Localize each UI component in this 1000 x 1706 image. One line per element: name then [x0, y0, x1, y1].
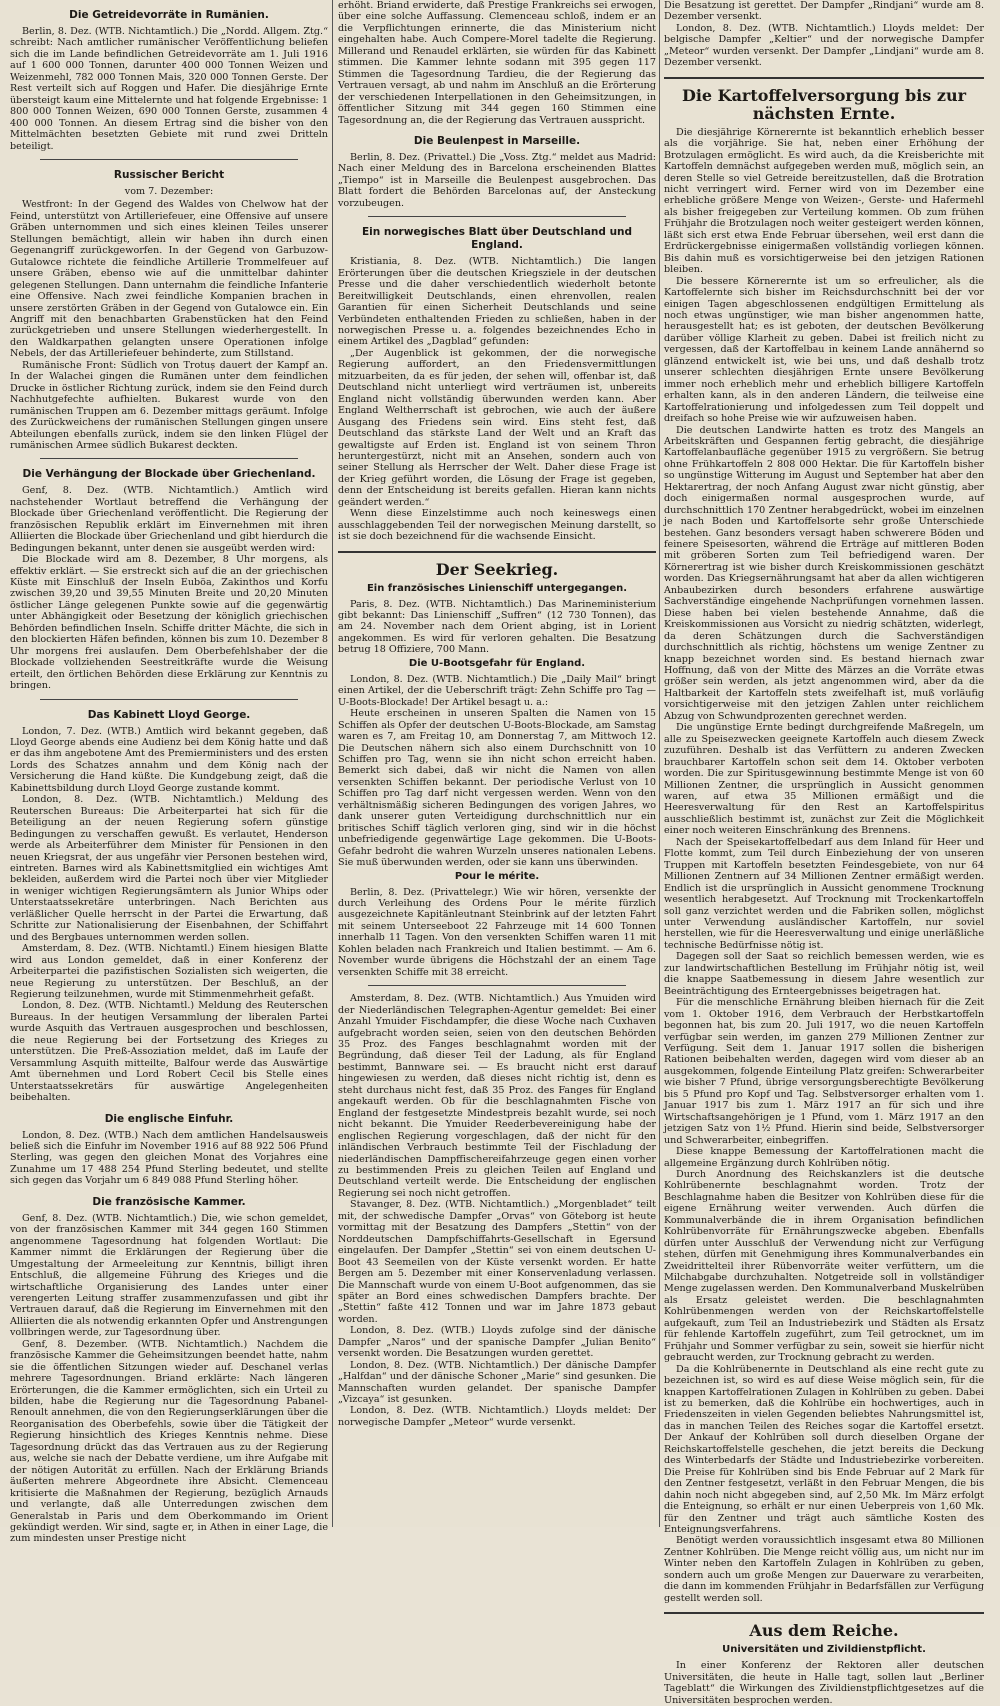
subheadline-linienschiff: Ein französisches Linienschiff untergegangen. — [366, 582, 628, 594]
headline-seekrieg: Der Seekrieg. — [435, 559, 559, 579]
article-paragraph: London, 7. Dez. (WTB.) Amtlich wird bekannt gegeben, daß Lloyd George abends eine Audienz bei dem König hatte und daß er das ihm angebotene Amt des Premierministers und des ersten Lords des Schatzes annahm und dem König nach der Versicherung die Hand küßte. Die Kundgebung zeigt, daß die Kabinettsbildung durch Lloyd George zustande kommt. — [10, 725, 328, 794]
article-paragraph: London, 8. Dez. (WTB. Nichtamtlich.) Die „Daily Mail“ bringt einen Artikel, der die Ueberschrift trägt: Zehn Schiffe pro Tag — U-Boots-Blockade! Der Artikel besagt u. a.: — [338, 673, 656, 708]
section-rule — [40, 458, 298, 459]
article-paragraph: London, 8. Dez. (WTB. Nichtamtl.) Meldung des Reuterschen Bureaus. In der heutigen Versammlung der liberalen Partei wurde Asquith das Vertrauen ausgesprochen und beschlossen, die neue Regierung bei der Fortsetzung des Krieges zu unterstützen. Die Preß-Assoziation meldet, daß im Laufe der Versammlung Asquith mitteilte, Balfour werde das Auswärtige Amt übernehmen und Lord Robert Cecil bis Stelle eines Unterstaatssekretärs für auswärtige Angelegenheiten beibehalten. — [10, 1000, 328, 1104]
article-paragraph: London, 8. Dez. (WTB. Nichtamtlich.) Meldung des Reuterschen Bureaus: Die Arbeiterpartei hat sich für die Beteiligung an der neuen Regierung sofern günstige Bedingungen zu verschaffen gewußt. Es verlautet, Henderson werde als Arbeiterführer dem Minister für Pensionen in den neuen Kriegsrat, der aus ungefähr vier Personen bestehen wird, eintreten. Barnes wird als Kabinettsmitglied ein wichtiges Amt bekleiden, außerdem wird die Partei noch über vier Mitglieder in weniger wichtigen Regierungsämtern als Junior Whips oder Unterstaatssekretäre unterbringen. Nach Berichten aus verläßlicher Quelle herrscht in der Partei die Erwartung, daß Schritte zur Nationalisierung der Eisenbahnen, der Schiffahrt und des Bergbaues unternommen werden sollen. — [10, 794, 328, 943]
column-3 — [664, 0, 984, 1706]
article-paragraph: Die ungünstige Ernte bedingt durchgreifende Maßregeln, um alle zu Speisezwecken geeignete Kartoffeln auch diesem Zweck zuzuführen. Deshalb ist das Verfüttern zu anderen Zwecken brauchbarer Kartoffeln schon seit dem 14. Oktober verboten worden. Die zur Spiritusgewinnung bestimmte Menge ist von 60 Millionen Zentner, die ursprünglich in Aussicht genommen waren, auf etwa 35 Millionen ermäßigt und die Heeresverwaltung für den Rest an Kartoffelspiritus ausschließlich bestimmt ist, zunächst zur Zeit die Möglichkeit einer noch weiteren Einschränkung des Brennens. — [664, 722, 984, 837]
article-paragraph: Diese knappe Bemessung der Kartoffelrationen macht die allgemeine Ergänzung durch Kohlrüben nötig. — [664, 1146, 984, 1169]
section-rule — [40, 159, 298, 160]
headline-beulenpest: Die Beulenpest in Marseille. — [413, 134, 581, 147]
article-paragraph: Kristiania, 8. Dez. (WTB. Nichtamtlich.) Die langen Erörterungen über die deutschen Kriegsziele in der deutschen Presse und die daher verschiedentlich wiederholt betonte Bereitwilligkeit Deutschlands, einen ehrenvollen, realen Garantien für einen Sicherheit Deutschlands und seine Verbündeten enthaltenden Frieden zu schließen, haben in der norwegischen Presse u. a. folgendes bezeichnendes Echo in einem Artikel des „Dagblad“ gefunden: — [338, 256, 656, 348]
column-1 — [10, 0, 328, 1545]
headline-kabinett-lloyd-george: Das Kabinett Lloyd George. — [87, 708, 251, 721]
article-paragraph: Berlin, 8. Dez. (Privattel.) Die „Voss. Ztg.“ meldet aus Madrid: Nach einer Meldung des in Barcelona erscheinenden Blattes „Tiempo“ ist in Marseille die Beulenpest ausgebrochen. Das Blatt fordert die Behörden Barcelonas auf, der Ansteckung vorzubeugen. — [338, 151, 656, 209]
article-paragraph: Stavanger, 8. Dez. (WTB. Nichtamtlich.) „Morgenbladet“ teilt mit, der schwedische Dampfer „Orvas“ von Göteborg ist heute vormittag mit der Besatzung des Dampfers „Stettin“ von der Norddeutschen Dampfschiffahrts-Gesellschaft in Egersund eingelaufen. Der Dampfer „Stettin“ sei von einem deutschen U-Boot 43 Seemeilen von der Küste versenkt worden. Er hatte Bergen am 5. Dezember mit einer Konservenladung verlassen. Die Mannschaft wurde von einem U-Boot aufgenommen, das sie später an Bord eines schwedischen Dampfers brachte. Der „Stettin“ faßte 412 Tonnen und war im Jahre 1873 gebaut worden. — [338, 1199, 656, 1325]
article-paragraph: Wenn diese Einzelstimme auch noch keineswegs einen ausschlaggebenden Teil der norwegischen Meinung darstellt, so ist sie doch bezeichnend für die wachsende Einsicht. — [338, 508, 656, 543]
section-rule — [664, 77, 984, 79]
article-paragraph: Genf, 8. Dezember. (WTB. Nichtamtlich.) Nachdem die französische Kammer die Geheimsitzungen beendet hatte, nahm sie die öffentlichen Sitzungen wieder auf. Deschanel verlas mehrere Tagesordnungen. Briand erklärte: Nach längeren Erörterungen, die die Kammer ermöglichten, sich ein Urteil zu bilden, habe die Regierung nur die Tagesordnung Pabanel-Renoult annehmen, die von den Regierungserklärungen über die Reorganisation des Oberbefehls, sowie über die Tätigkeit der Regierung hinsichtlich des Krieges Kenntnis nehme. Diese Tagesordnung drückt das das Vertrauen aus zu der Regierung aus, welche sie nach der Debatte verdiene, um ihre Aufgabe mit der nötigen Autorität zu erfüllen. Nach der Erklärung Briands äußerten mehrere Abgeordnete ihre Absicht. Clemenceau kritisierte die Maßnahmen der Regierung, bezüglich Arnauds und verlangte, daß alle Unterredungen zwischen dem Generalstab in Paris und dem Oberkommando im Orient gekündigt werden. Wir sind, sagte er, in Athen in einer Lage, die zum mindesten unser Prestige nicht — [10, 1338, 328, 1545]
article-paragraph: London, 8. Dez. (WTB. Nichtamtlich.) Der dänische Dampfer „Halfdan“ und der dänische Schoner „Marie“ sind gesunken. Die Mannschaften wurden gelandet. Der spanische Dampfer „Vizcaya“ ist gesunken. — [338, 1359, 656, 1406]
article-paragraph: London, 8. Dez. (WTB.) Nach dem amtlichen Handelsausweis beließ sich die Einfuhr im November 1916 auf 88 922 506 Pfund Sterling, was gegen den gleichen Monat des Vorjahres eine Zunahme um 17 488 254 Pfund Sterling bedeutet, und stellte sich gegen das Vorjahr um 6 849 088 Pfund Sterling höher. — [10, 1129, 328, 1187]
headline-blockade-griechenland: Die Verhängung der Blockade über Griechenland. — [22, 468, 316, 481]
article-paragraph: Rumänische Front: Südlich von Trotuș dauert der Kampf an. In der Walachei gingen die Rumänen unter dem feindlichen Drucke in östlicher Richtung zurück, indem sie den Feind durch Nachhutgefechte aufhielten. Bukarest wurde von den rumänischen Truppen am 6. Dezember mittags geräumt. Infolge des Zurückweichens der rumänischen Stellungen gingen unsere Abteilungen ebenfalls zurück, indem sie den linken Flügel der rumänischen Armee südlich Bukarest deckten. — [10, 359, 328, 451]
headline-russischer-bericht: Russischer Bericht — [113, 168, 225, 181]
article-paragraph: Berlin, 8. Dez. (Privattelegr.) Wie wir hören, versenkte der durch Verleihung des Ordens Pour le mérite fürzlich ausgezeichnete Kapitänleutnant Steinbrink auf der letzten Fahrt mit seinem Unterseeboot 22 Fahrzeuge mit 14 600 Tonnen innerhalb 11 Tagen. Von den versenkten Schiffen waren 11 mit Kohlen beladen nach Frankreich und Italien bestimmt. — Am 6. November wurde übrigens die Höchstzahl der an einem Tage versenkten Schiffe mit 38 erreicht. — [338, 886, 656, 978]
report-date: vom 7. Dezember: — [124, 185, 214, 197]
article-paragraph: In einer Konferenz der Rektoren aller deutschen Universitäten, die heute in Halle tagt, sollen laut „Berliner Tageblatt“ die Wirkungen des Zivildienstpflichtgesetzes auf die Universitäten besprochen werden. — [664, 1660, 984, 1706]
article-paragraph: Paris, 8. Dez. (WTB. Nichtamtlich.) Das Marineministerium gibt bekannt: Das Linienschiff „Suffren“ (12 730 Tonnen), das am 24. November nach dem Orient abging, ist in Lorient angekommen. Es wird für verloren gehalten. Die Besatzung betrug 18 Offiziere, 700 Mann. — [338, 598, 656, 656]
section-rule — [368, 985, 626, 986]
headline-norwegisches-blatt: Ein norwegisches Blatt über Deutschland und England. — [361, 226, 633, 252]
article-paragraph: erhöht. Briand erwiderte, daß Prestige Frankreichs sei erwogen, über eine solche Auffassung. Clemenceau schloß, indem er an die Verpflichtungen erinnerte, die das Ministerium nicht eingehalten habe. Auch Compere-Morel tadelte die Regierung. Millerand und Renaudel erklärten, sie würden für das Kabinett stimmen. Die Kammer lehnte sodann mit 395 gegen 117 Stimmen die Tagesordnung Tardieu, die der Regierung das Vertrauen versagt, ab und nahm im Anschluß an die Erörterung der verschiedenen Interpellationen in den Geheimsitzungen, in öffentlicher Sitzung mit 344 gegen 160 Stimmen eine Tagesordnung an, die der Regierung das Vertrauen ausspricht. — [338, 0, 656, 126]
article-paragraph: Benötigt werden voraussichtlich insgesamt etwa 80 Millionen Zentner Kohlrüben. Die Menge reicht völlig aus, um nicht nur im Winter neben den Kartoffeln Zulagen in Kohlrüben zu geben, sondern auch um große Mengen zur Dauerware zu verarbeiten, die dann im kommenden Frühjahr in Bedarfsfällen zur Verfügung gestellt werden soll. — [664, 1535, 984, 1604]
subheadline-universitaeten: Universitäten und Zivildienstpflicht. — [722, 1644, 926, 1656]
headline-getreidevorraete: Die Getreidevorräte in Rumänien. — [69, 9, 269, 21]
column-divider — [659, 0, 660, 1527]
headline-kartoffelversorgung: Die Kartoffelversorgung bis zur nächsten Ernte. — [681, 85, 967, 123]
article-paragraph: Nach der Speisekartoffelbedarf aus dem Inland für Heer und Flotte kommt, zum Teil durch Einbeziehung der von unseren Truppen mit Kartoffeln besetzten Feindesgebiete, von nur 64 Millionen Zentnern auf 34 Millionen Zentner ermäßigt werden. Endlich ist die ursprünglich in Aussicht genommene Trocknung wesentlich herabgesetzt. Auf Trocknung mit Trockenkartoffeln soll ganz verzichtet werden und die Fabriken sollen, möglichst unter Verwendung ausländischer Kartoffeln, nur soviel herstellen, wie für die Heeresverwaltung und einige unerläßliche technische Bedürfnisse nötig ist. — [664, 836, 984, 951]
section-rule — [368, 216, 626, 217]
article-paragraph: Die bessere Körnerernte ist um so erfreulicher, als die Kartoffelernte sich bisher im Reichsdurchschnitt bei der vor einigen Tagen abgeschlossenen endgültigen Ermittelung als noch etwas ungünstiger, wie man bisher angenommen hatte, herausgestellt hat; es ist geboten, der deutschen Bevölkerung darüber völlige Klarheit zu geben. Dabei ist freilich nicht zu vergessen, daß der Kartoffelbau in keinem Lande annähernd so glänzend entwickelt ist, wie bei uns, und daß deshalb trotz unserer schlechten diesjährigen Ernte unsere Bevölkerung immer noch erheblich mehr und erheblich billigere Kartoffeln erhalten kann, als in den anderen Ländern, die teilweise eine Kartoffelrationierung und infolgedessen zum Teil doppelt und dreifach so hohe Preise wie wir aufzuweisen haben. — [664, 275, 984, 425]
column-divider — [332, 0, 333, 1527]
article-paragraph: Genf, 8. Dez. (WTB. Nichtamtlich.) Die, wie schon gemeldet, von der französischen Kammer mit 344 gegen 160 Stimmen angenommene Tagesordnung hat folgenden Wortlaut: Die Kammer nimmt die Erklärungen der Regierung über die Umgestaltung der Armeeleitung zur Kenntnis, billigt ihren Entschluß, die allgemeine Führung des Krieges und die wirtschaftliche Organisierung des Landes unter einer verengerten Leitung straffer zusammenzufassen und gibt ihr Vertrauen darauf, daß die Regierung im Einvernehmen mit den Alliierten die als notwendig erkannten Opfer und Anstrengungen vollbringen werde, zur Tagesordnung über. — [10, 1212, 328, 1339]
article-paragraph: Heute erscheinen in unseren Spalten die Namen von 15 Schiffen als Opfer der deutschen U-Boots-Blockade, am Samstag waren es 7, am Freitag 10, am Donnerstag 7, am Mittwoch 12. Die Deutschen nähern sich also einem Durchschnitt von 10 Schiffen pro Tag, wenn sie ihn nicht schon erreicht haben. Bemerkt sich dabei, daß wir nicht die Namen von allen versenkten Schiffen bekannt. Der periodische Verlust von 10 Schiffen pro Tag darf nicht vergessen werden. Wenn von den verhältnismäßig sicheren Bedingungen des vorigen Jahres, wo dank unserer guten Verteidigung durchschnittlich nur ein britisches Schiff täglich verloren ging, sind wir in die höchst unbefriedigende gegenwärtige Lage gekommen. Die U-Boots-Gefahr bedroht die wahren Wurzeln unseres nationalen Lebens. Sie muß überwunden werden, oder sie kann uns überwinden. — [338, 708, 656, 869]
article-paragraph: Dagegen soll der Saat so reichlich bemessen werden, wie es zur landwirtschaftlichen Bestellung im Frühjahr nötig ist, weil die knappe Saatbemessung in diesem Jahre wesentlich zur Beeinträchtigung des Ernteergebnisses beigetragen hat. — [664, 951, 984, 997]
article-paragraph: Die deutschen Landwirte hatten es trotz des Mangels an Arbeitskräften und Gespannen fertig gebracht, die diesjährige Kartoffelanbaufläche gegenüber 1915 zu vergrößern. Sie betrug ohne Frühkartoffeln 2 808 000 Hektar. Die für Kartoffeln bisher so ungünstige Witterung im August und September hat aber den Hektarertrag, der noch Anfang August zwar nicht günstig, aber doch einigermaßen normal ausgesprochen wurde, auf durchschnittlich 170 Zentner herabgedrückt, wobei im einzelnen je nach Boden und Kartoffelsorte sehr große Unterschiede bestehen. Ganz besonders versagt haben schwerere Böden und feinere Speisesorten, während die Erträge auf mittleren Boden mit gröberen Sorten zum Teil befriedigend waren. Der Körnerertrag ist wie bisher durch Kreiskommissionen geschätzt worden. Das Kriegsernährungsamt hat aber da allen wichtigeren Anbaubezirken durch besonders erfahrene auswärtige Sachverständige eingehende Nachprüfungen vornehmen lassen. Diese haben bei vielen bestehende Annahme, daß die Kreiskommissionen aus Vorsicht zu niedrig schätzten, widerlegt, da deren Schätzungen durch die Sachverständigen durchschnittlich als richtig, höchstens um wenige Zentner zu knapp bezeichnet worden sind. Es bestand hiernach zwar Hoffnung, daß von der Mitte des Märzes an die Vorräte etwas größer sein werden, als jetzt angenommen wird, aber da die Haltbarkeit der Kartoffeln stets zweifelhaft ist, muß vorläufig vorsichtigerweise mit den jetzigen Zahlen unter reichlichem Abzug von Schwundprozenten gerechnet werden. — [664, 424, 984, 722]
article-paragraph: Durch Anordnung des Reichskanzlers ist die deutsche Kohlrübenernte beschlagnahmt worden. Trotz der Beschlagnahme haben die Besitzer von Kohlrüben diese für die eigene Ernährung weiter verwenden. Auch dürfen die Kommunalverbände die in ihrem Organisation befindlichen Kohlrübenvorräte für Ernährungszwecke abgeben. Ebenfalls dürfen unter Ausschluß der Verwendung nicht zur Verfügung stehen, dürfen mit Genehmigung ihres Kommunalverbandes ein Zweidrittelteil ihrer Rübenvorräte weiter verfüttern, um die Milchabgabe durchzuhalten. Notgetreide soll in vollständiger Menge zugelassen werden. Den Kommunalverband Muskelrüben als Ersatz geleistet werden. Die beschlagnahmten Kohlrübenmengen werden von der Reichskartoffelstelle aufgekauft, zum Teil an Industriebezirk und Städten als Ersatz für fehlende Kartoffeln zugeführt, zum Teil getrocknet, um im Frühjahr und Sommer verfügbar zu sein, soweit sie hierfür nicht gebraucht werden, zur Trocknung gebracht zu werden. — [664, 1168, 984, 1364]
headline-franzoesische-kammer: Die französische Kammer. — [92, 1195, 246, 1208]
article-paragraph: Genf, 8. Dez. (WTB. Nichtamtlich.) Amtlich wird nachstehender Wortlaut betreffend die Verhängung der Blockade über Griechenland veröffentlicht. Die Regierung der französischen Republik erklärt im Einvernehmen mit ihren Alliierten die Blockade über Griechenland und gibt hierdurch die Bedingungen bekannt, unter denen sie ausgeübt werden wird: — [10, 485, 328, 554]
subheadline-ubootsgefahr: Die U-Bootsgefahr für England. — [408, 657, 586, 669]
section-rule — [338, 551, 656, 553]
article-paragraph: Amsterdam, 8. Dez. (WTB. Nichtamtl.) Einem hiesigen Blatte wird aus London gemeldet, daß in einer Konferenz der Arbeiterpartei die pazifistischen Sozialisten sich weigerten, die neue Regierung zu unterstützen. Der Beschluß, an der Regierung teilzunehmen, wurde mit Stimmenmehrheit gefaßt. — [10, 943, 328, 1000]
article-paragraph: London, 8. Dez. (WTB.) Lloyds zufolge sind der dänische Dampfer „Naros“ und der spanische Dampfer „Julian Benito“ versenkt worden. Die Besatzungen wurden gerettet. — [338, 1325, 656, 1360]
article-paragraph: London, 8. Dez. (WTB. Nichtamtlich.) Lloyds meldet: Der belgische Dampfer „Keltier“ und der norwegische Dampfer „Meteor“ wurden versenkt. Der Dampfer „Lindjani“ wurde am 8. Dezember versenkt. — [664, 22, 984, 69]
column-2 — [338, 0, 656, 1527]
article-paragraph: Da die Kohlrübenernte in Deutschland als eine recht gute zu bezeichnen ist, so wird es auf diese Weise möglich sein, für die knappen Kartoffelrationen Zulagen in Kohlrüben zu geben. Dabei ist zu bemerken, daß die Kohlrübe ein hochwertiges, auch in Friedenszeiten in vielen Gegenden beliebtes Nahrungsmittel ist, das in manchen Teilen des Reiches sogar die Kartoffel ersetzt. Der Ankauf der Kohlrüben soll durch dieselben Organe der Reichskartoffelstelle geschehen, die jetzt bereits die Deckung des Winterbedarfs der Städte und Industriebezirke vorbereiten. Die Preise für Kohlrüben sind bis Ende Februar auf 2 Mark für den Zentner festgesetzt, verläßt in den Februar Mengen, die bis dahin noch nicht abgegeben sind, auf 2,50 Mk. Im März erfolgt die Enteignung, so erhält er nur einen Ueberpreis von 1,60 Mk. für den Zentner und trägt auch sämtliche Kosten des Enteignungsverfahrens. — [664, 1363, 984, 1535]
article-paragraph: London, 8. Dez. (WTB. Nichtamtlich.) Lloyds meldet: Der norwegische Dampfer „Meteor“ wurde versenkt. — [338, 1405, 656, 1428]
article-paragraph: Amsterdam, 8. Dez. (WTB. Nichtamtlich.) Aus Ymuiden wird der Niederländischen Telegraphen-Agentur gemeldet: Bei einer Anzahl Ymuider Fischdampfer, die diese Woche nach Cuxhaven aufgebracht worden seien, seien von den deutschen Behörden 35 Proz. des Fanges beschlagnahmt worden mit der Begründung, daß dieser Teil der Ladung, als für England bestimmt, Bannware sei. — Es braucht nicht erst darauf hingewiesen zu werden, daß dieses nicht richtig ist, denn es steht durchaus nicht fest, daß 35 Proz. des Fanges für England angekauft werden. Ob für die beschlagnahmten Fische von England der festgesetzte Mindestpreis bezahlt wurde, sei noch nicht bekannt. Die Ymuider Reederbevereinigung habe der englischen Regierung vorgeschlagen, daß der nicht für den inländischen Verbrauch bestimmte Teil der Fischladung der niederländischen Dampffischereifahrzeuge gegen einen vorher zu bestimmenden Preis zu gleichen Teilen auf England und Deutschland verteilt werde. Die Entscheidung der englischen Regierung sei noch nicht getroffen. — [338, 993, 656, 1199]
headline-aus-dem-reiche: Aus dem Reiche. — [749, 1621, 899, 1641]
article-paragraph: Die Besatzung ist gerettet. Der Dampfer „Rindjani“ wurde am 8. Dezember versenkt. — [664, 0, 984, 23]
article-paragraph: Berlin, 8. Dez. (WTB. Nichtamtlich.) Die „Nordd. Allgem. Ztg.“ schreibt: Nach amtlicher rumänischer Veröffentlichung beliefen sich die im Lande befindlichen Getreidevorräte am 1. Juli 1916 auf 1 600 000 Tonnen, darunter 400 000 Tonnen Weizen und Weizenmehl, 782 000 Tonnen Mais, 320 000 Tonnen Gerste. Der Rest verteilt sich auf Roggen und Hafer. Die diesjährige Ernte übersteigt kaum eine Mittelernte und hat folgende Ergebnisse: 1 800 000 Tonnen Weizen, 690 000 Tonnen Gerste, zusammen 4 400 000 Tonnen. An diesem Ertrag sind die bisher von den Mittelmächten besetzten Gebiete mit rund zwei Dritteln beteiligt. — [10, 26, 328, 152]
section-rule — [40, 699, 298, 700]
article-paragraph: Für die menschliche Ernährung bleiben hiernach für die Zeit vom 1. Oktober 1916, dem Verbrauch der Herbstkartoffeln begonnen hat, bis zum 20. Juli 1917, wo die neuen Kartoffeln verfügbar sein werden, im ganzen 279 Millionen Zentner zur Verfügung. Seit dem 1. Januar 1917 sollen die bisherigen Rationen beibehalten werden, dagegen wird vom dieser ab an ausgekommen, folgende Einteilung Platz greifen: Schwerarbeiter wie bisher 7 Pfund, übrige versorgungsberechtigte Bevölkerung bis 5 Pfund pro Kopf und Tag. Selbstversorger erhalten vom 1. Januar 1917 bis zum 1. März 1917 an für sich und ihre Wirtschaftsangehörigen je 1 Pfund, vom 1. März 1917 an den jetzigen Satz von 1½ Pfund. Hierin sind beide, Selbstversorger und Schwerarbeiter, einbegriffen. — [664, 997, 984, 1146]
article-paragraph: „Der Augenblick ist gekommen, der die norwegische Regierung auffordert, an den Friedensvermittlungen mitzuarbeiten, da es für jeden, der sehen will, offenbar ist, daß Deutschland nicht unterliegt wird verträumen ist, unbereits England nicht vollständig überwunden werden kann. Aber England Weltherrschaft ist gebrochen, wie auch der äußere Ausgang des Friedens sein wird. Eins steht fest, daß Deutschland das stärkste Land der Welt und an Kraft das gewaltigste auf Erden ist. England ist von seinem Thron heruntergestürzt, nicht mit an Ansehen, sondern auch von seiner Stellung als Herrscher der Welt. Daher diese Frage ist der Krieg geführt worden, die Lösung der Frage ist gegeben, denn der Entscheidung ist bereits gefallen. Hieran kann nichts geändert werden.“ — [338, 347, 656, 508]
section-rule — [664, 1612, 984, 1614]
article-paragraph: Westfront: In der Gegend des Waldes von Chelwow hat der Feind, unterstützt von Artilleriefeuer, eine Offensive auf unsere Gräben unternommen und sich eines kleinen Teiles unserer Stellungen bemächtigt, allein wir haben ihn durch einen Gegenangriff zurückgeworfen. In der Gegend von Garbuzow-Gutalowce richtete die feindliche Artillerie Trommelfeuer auf unsere Gräben, ebenso wie auf die unmittelbar dahinter gelegenen Stellungen. Dann unternahm die feindliche Infanterie eine Offensive. Nach zwei feindliche Kompanien brachen in unsere zerstörten Gräben in der Gegend von Gutalowce ein. Ein Angriff mit den benachbarten Grabenstücken hat den Feind zurückgetrieben und unsere Stellungen wiederhergestellt. In den Waldkarpathen gelangten unsere Operationen infolge Nebels, der das Artilleriefeuer behinderte, zum Stillstand. — [10, 199, 328, 360]
headline-englische-einfuhr: Die englische Einfuhr. — [104, 1112, 234, 1125]
subheadline-pour-le-merite: Pour le mérite. — [454, 870, 540, 882]
article-paragraph: Die diesjährige Körnerernte ist bekanntlich erheblich besser als die vorjährige. Sie hat, neben einer Erhöhung der Brotzulagen ermöglicht. Es wird auch, da die Kreisberichte mit Kartoffeln demnächst aufgegeben werden muß, möglich sein, an deren Stelle so viel Getreide bereitzustellen, daß die Brotration nicht verringert wird. Ferner wird von im Dezember eine erhebliche größere Menge von Weizen-, Gerste- und Hafermehl als bisher freigegeben zur Verteilung kommen. Ob zum frühen Frühjahr die Brotzulagen noch weiter gesteigert werden können, läßt sich erst etwa Ende Februar übersehen, weil erst dann die Erdrückergebnisse einigermaßen vollständig vorliegen können. Bis dahin muß es vorsichtigerweise bei den jetzigen Rationen bleiben. — [664, 126, 984, 276]
article-paragraph: Die Blockade wird am 8. Dezember, 8 Uhr morgens, als effektiv erklärt. — Sie erstreckt sich auf die an der griechischen Küste mit Einschluß der Inseln Euböa, Zakinthos und Korfu zwischen 39,20 und 39,55 Minuten Breite und 20,20 Minuten östlicher Länge gelegenen Punkte sowie auf die gegenwärtig unter Abhängigkeit oder Besetzung der königlich griechischen Behörden befindlichen Inseln. Schiffe dritter Mächte, die sich in den blockierten Häfen befinden, können bis zum 10. Dezember 8 Uhr morgens frei auslaufen. Dem Oberbefehlshaber der die Blockade vollziehenden Seestreitkräfte wurde die Weisung erteilt, den örtlichen Behörden diese Erklärung zur Kenntnis zu bringen. — [10, 554, 328, 692]
